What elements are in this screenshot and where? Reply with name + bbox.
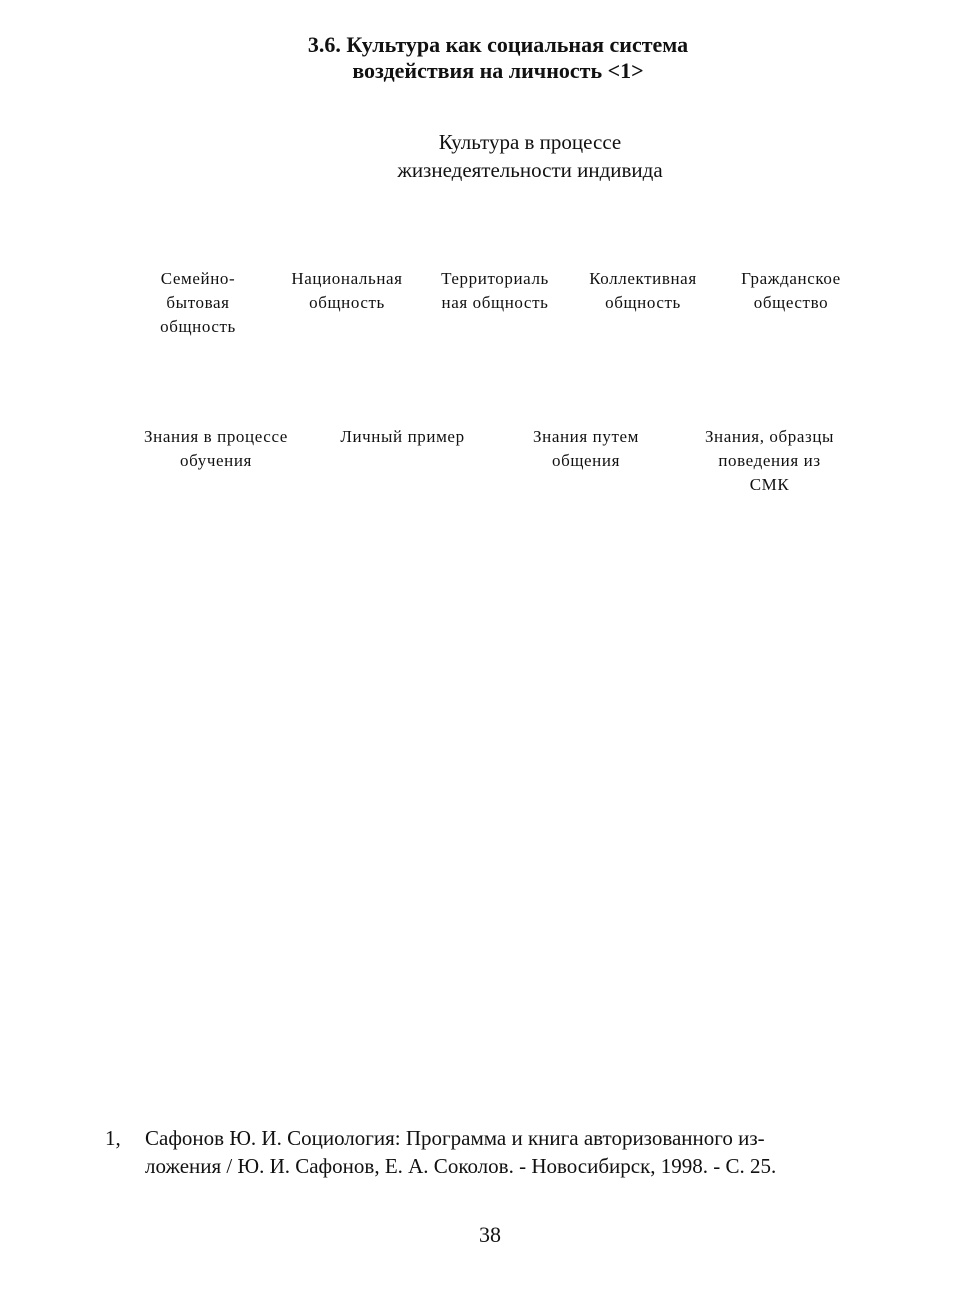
channel-communication: Знания путем общения [533,427,639,470]
channel-mass-media: Знания, образцы поведения из СМК [704,427,835,494]
section-title-line-2: воздействия на личность <1> [352,58,644,83]
footnote-line-2: ложения / Ю. И. Сафонов, Е. А. Соколов. - Новосибирск, 1998. - С. 25. [145,1154,777,1178]
footnote-line-1: Сафонов Ю. И. Социология: Программа и книга авторизованного из- [145,1126,765,1150]
diagram-root-node [330,128,730,184]
footnote-text [145,1124,895,1180]
section-title-line-1: 3.6. Культура как социальная система [307,32,689,57]
section-title [180,32,816,84]
channel-personal-example: Личный пример [340,427,465,446]
community-territorial: Территориаль ная общность [441,269,549,312]
community-family: Семейно- бытовая общность [160,269,236,336]
footnote-number: 1, [105,1126,121,1150]
page-number: 38 [479,1222,501,1247]
community-collective: Коллективная общность [589,269,697,312]
diagram-root-line-2: жизнедеятельности индивида [397,158,663,182]
diagram-root-line-1: Культура в процессе [438,130,622,154]
community-national: Национальная общность [291,269,403,312]
community-civil-society: Гражданское общество [741,269,841,312]
channel-learning: Знания в процессе обучения [144,427,288,470]
